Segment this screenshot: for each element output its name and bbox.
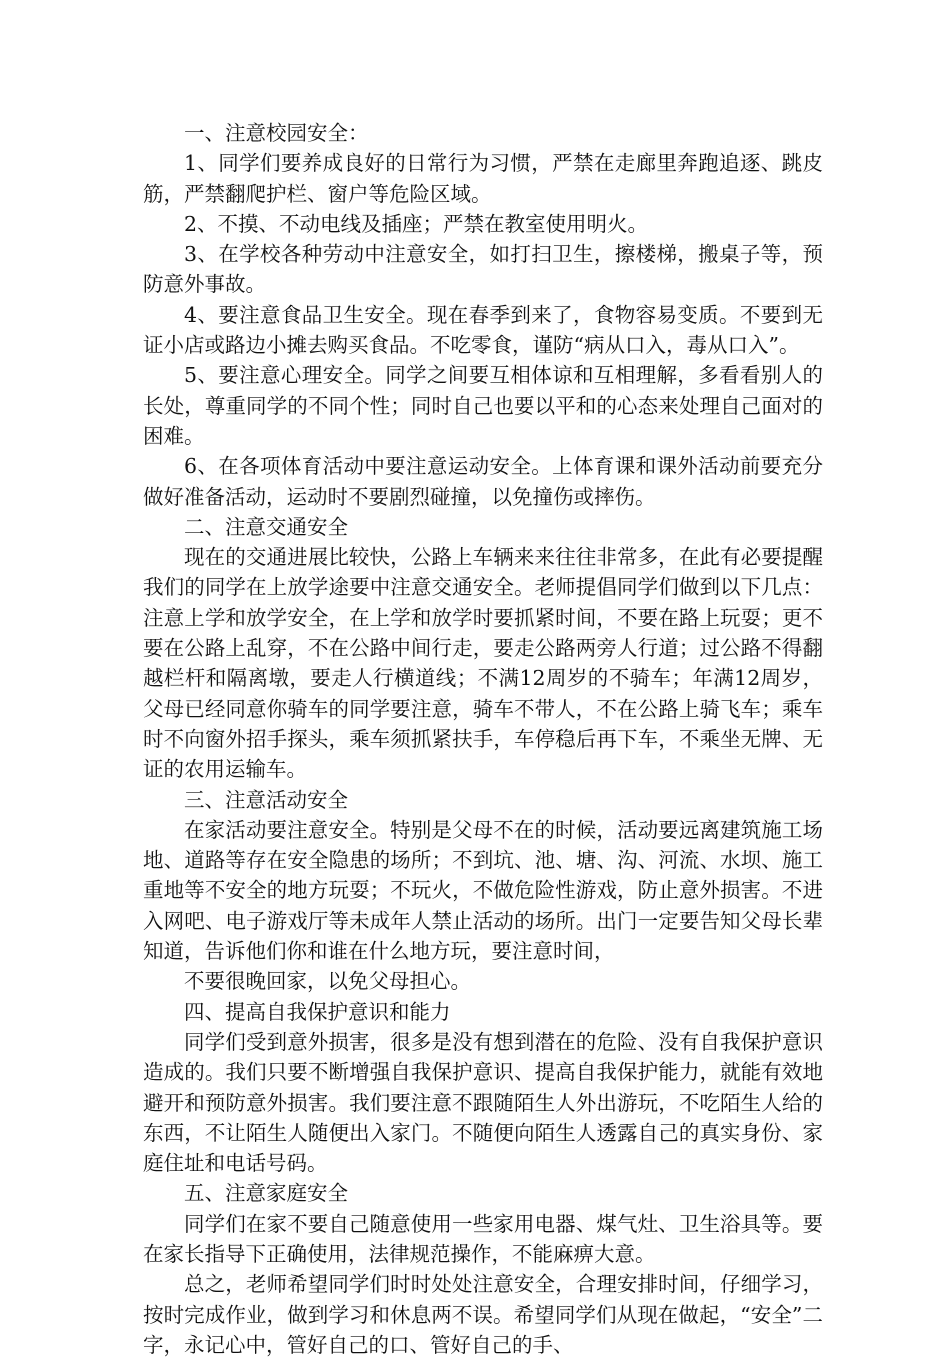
section-heading-home-safety: 五、注意家庭安全 xyxy=(184,1181,348,1206)
paragraph-self-protection: 同学们受到意外损害，很多是没有想到潜在的危险、没有自我保护意识造成的。我们只要不断增强自我保护意识、提高自我保护能力，就能有效地避开和预防意外损害。我们要注意不跟随陌生人外出游玩，不吃陌生人给的东西，不让陌生人随便出入家门。不随便向陌生人透露自己的真实身份、家庭住址和电话号码。 xyxy=(143,1029,823,1176)
paragraph-item-5: 5、要注意心理安全。同学之间要互相体谅和互相理解，多看看别人的长处，尊重同学的不同个性；同时自己也要以平和的心态来处理自己面对的困难。 xyxy=(143,363,823,448)
document-body xyxy=(143,118,823,1360)
paragraph-item-2: 2、不摸、不动电线及插座；严禁在教室使用明火。 xyxy=(184,211,649,236)
paragraph-activity: 在家活动要注意安全。特别是父母不在的时候，活动要远离建筑施工场地、道路等存在安全隐患的场所；不到坑、池、塘、沟、河流、水坝、施工重地等不安全的地方玩耍；不玩火，不做危险性游戏，防止意外损害。不进入网吧、电子游戏厅等未成年人禁止活动的场所。出门一定要告知父母长辈知道，告诉他们你和谁在什么地方玩，要注意时间， xyxy=(143,817,823,964)
paragraph-conclusion: 总之，老师希望同学们时时处处注意安全，合理安排时间，仔细学习，按时完成作业，做到学习和休息两不误。希望同学们从现在做起，“安全”二字，永记心中，管好自己的口、管好自己的手、 xyxy=(143,1272,823,1357)
paragraph-item-6: 6、在各项体育活动中要注意运动安全。上体育课和课外活动前要充分做好准备活动，运动时不要剧烈碰撞，以免撞伤或摔伤。 xyxy=(143,454,823,509)
section-heading-activity-safety: 三、注意活动安全 xyxy=(184,787,348,812)
paragraph-item-4: 4、要注意食品卫生安全。现在春季到来了，食物容易变质。不要到无证小店或路边小摊去购买食品。不吃零食，谨防“病从口入，毒从口入”。 xyxy=(143,302,823,358)
section-heading-self-protection: 四、提高自我保护意识和能力 xyxy=(184,999,451,1024)
paragraph-item-3: 3、在学校各种劳动中注意安全，如打扫卫生，擦楼梯，搬桌子等，预防意外事故。 xyxy=(143,242,823,297)
paragraph-activity-continued: 不要很晚回家，以免父母担心。 xyxy=(184,969,471,994)
paragraph-item-1: 1、同学们要养成良好的日常行为习惯，严禁在走廊里奔跑追逐、跳皮筋，严禁翻爬护栏、窗户等危险区域。 xyxy=(143,151,823,206)
section-heading-campus-safety: 一、注意校园安全： xyxy=(184,121,369,145)
paragraph-home-safety: 同学们在家不要自己随意使用一些家用电器、煤气灶、卫生浴具等。要在家长指导下正确使用，法律规范操作，不能麻痹大意。 xyxy=(143,1211,823,1266)
paragraph-traffic: 现在的交通进展比较快，公路上车辆来来往往非常多，在此有必要提醒我们的同学在上放学途要中注意交通安全。老师提倡同学们做到以下几点：注意上学和放学安全，在上学和放学时要抓紧时间，不要在路上玩耍；更不要在公路上乱穿，不在公路中间行走，要走公路两旁人行道；过公路不得翻越栏杆和隔离墩，要走人行横道线；不满12周岁的不骑车；年满12周岁，父母已经同意你骑车的同学要注意，骑车不带人，不在公路上骑飞车；乘车时不向窗外招手探头，乘车须抓紧扶手，车停稳后再下车，不乘坐无牌、无证的农用运输车。 xyxy=(143,545,823,782)
section-heading-traffic-safety: 二、注意交通安全 xyxy=(184,514,348,539)
